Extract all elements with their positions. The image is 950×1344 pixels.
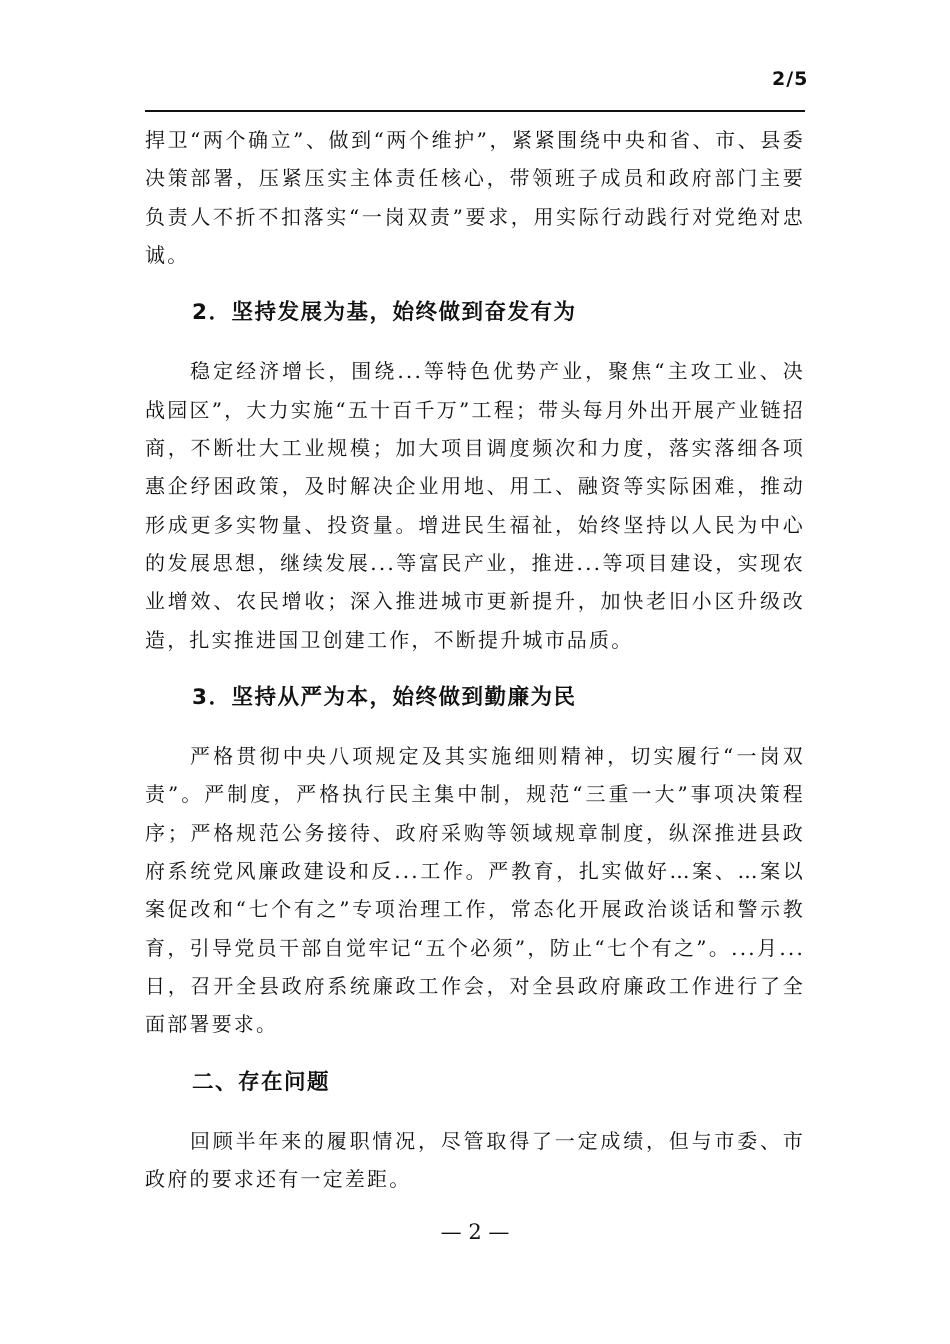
paragraph-problems: 回顾半年来的履职情况，尽管取得了一定成绩，但与市委、市政府的要求还有一定差距。 [145,1128,805,1192]
footer-page-number: — 2 — [440,1220,510,1244]
section-heading-2: 2．坚持发展为基，始终做到奋发有为 [192,300,577,326]
page-counter: 2/5 [772,68,809,90]
header-rule [145,110,805,112]
section-heading-problems: 二、存在问题 [192,1069,331,1095]
paragraph-continuation: 捍卫“两个确立”、做到“两个维护”，紧紧围绕中央和省、市、县委决策部署，压紧压实主体责任核心，带领班子成员和政府部门主要负责人不折不扣落实“一岗双责”要求，用实际行动践行对党绝对忠诚。 [145,128,805,267]
paragraph-integrity: 严格贯彻中央八项规定及其实施细则精神，切实履行“一岗双责”。严制度，严格执行民主集中制，规范“三重一大”事项决策程序；严格规范公务接待、政府采购等领域规章制度，纵深推进县政府系统党风廉政建设和反...工作。严教育，扎实做好…案、…案以案促改和“七个有之”专项治理工作，常态化开展政治谈话和警示教育，引导党员干部自觉牢记“五个必须”，防止“七个有之”。...月...日，召开全县政府系统廉政工作会，对全县政府廉政工作进行了全面部署要求。 [145,744,805,1037]
section-heading-3: 3．坚持从严为本，始终做到勤廉为民 [192,684,577,710]
document-body [145,121,805,1198]
paragraph-development: 稳定经济增长，围绕...等特色优势产业，聚焦“主攻工业、决战园区”，大力实施“五十百千万”工程；带头每月外出开展产业链招商，不断壮大工业规模；加大项目调度频次和力度，落实落细各项惠企纾困政策，及时解决企业用地、用工、融资等实际困难，推动形成更多实物量、投资量。增进民生福祉，始终坚持以人民为中心的发展思想，继续发展...等富民产业，推进...等项目建设，实现农业增效、农民增收；深入推进城市更新提升，加快老旧小区升级改造，扎实推进国卫创建工作，不断提升城市品质。 [145,359,805,652]
